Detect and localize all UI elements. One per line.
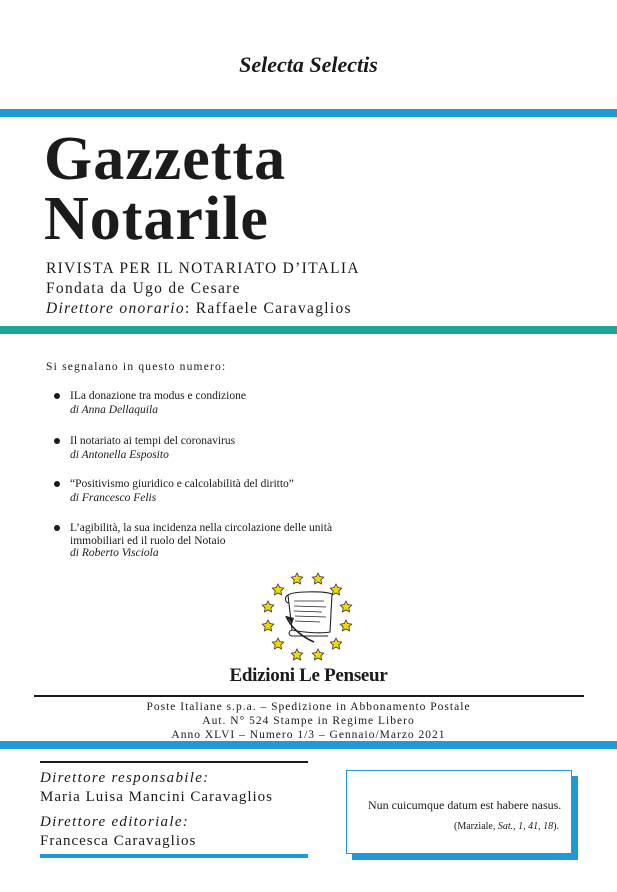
top-blue-band [0, 109, 617, 117]
responsible-director-name: Maria Luisa Mancini Caravaglios [40, 789, 274, 805]
article-author: di Antonella Esposito [70, 449, 169, 461]
article-author: di Anna Dellaquila [70, 404, 158, 416]
quote-text: Nun cuicumque datum est habere nasus. [368, 798, 562, 812]
article-author: di Francesco Felis [70, 492, 157, 504]
tagline: Selecta Selectis [239, 52, 378, 77]
title-line-1: Gazzetta [44, 125, 287, 193]
bottom-blue-band [0, 741, 617, 749]
article-title-line-1: L’agibilità, la sua incidenza nella circolazione delle unità [70, 522, 333, 534]
staff-top-rule [40, 761, 308, 763]
magazine-subtitle: RIVISTA PER IL NOTARIATO D’ITALIA [46, 260, 360, 277]
article-title: “Positivismo giuridico e calcolabilità del diritto” [70, 478, 294, 490]
quote-source-prefix: (Marziale, [454, 821, 498, 832]
responsible-director-label: Direttore responsabile: [40, 770, 210, 786]
article-author: di Roberto Visciola [70, 547, 159, 559]
scroll-with-quill [285, 592, 332, 642]
bullet-icon [54, 525, 60, 531]
editorial-director-name: Francesca Caravaglios [40, 833, 197, 849]
postal-line-1: Poste Italiane s.p.a. – Spedizione in Abbonamento Postale [146, 701, 471, 713]
title-line-2: Notarile [44, 185, 269, 253]
editorial-director-label: Direttore editoriale: [40, 814, 190, 830]
publisher-logo-icon [256, 570, 360, 666]
postal-line-2: Aut. N° 524 Stampe in Regime Libero [202, 715, 415, 727]
quote-source-suffix: ). [553, 821, 559, 832]
article-title-line-2: immobiliari ed il ruolo del Notaio [70, 535, 226, 547]
postal-top-rule [34, 695, 584, 697]
bullet-icon [54, 438, 60, 444]
contents-intro: Si segnalano in questo numero: [46, 361, 227, 373]
publisher-name: Edizioni Le Penseur [229, 665, 388, 686]
honorary-director-name: Raffaele Caravaglios [195, 300, 352, 317]
quote-source [454, 821, 559, 832]
article-title: ILa donazione tra modus e condizione [70, 390, 246, 402]
founded-by: Fondata da Ugo de Cesare [46, 280, 241, 297]
article-title: Il notariato ai tempi del coronavirus [70, 435, 236, 447]
honorary-director-label: Direttore onorario [46, 300, 185, 317]
bullet-icon [54, 481, 60, 487]
quote-source-work: Sat., 1, 41, 18 [497, 821, 554, 832]
staff-bottom-rule [40, 854, 308, 858]
bullet-icon [54, 393, 60, 399]
teal-band [0, 326, 617, 334]
honorary-director: Direttore onorario: Raffaele Caravaglios [46, 300, 352, 317]
postal-line-3: Anno XLVI – Numero 1/3 – Gennaio/Marzo 2021 [171, 729, 446, 741]
